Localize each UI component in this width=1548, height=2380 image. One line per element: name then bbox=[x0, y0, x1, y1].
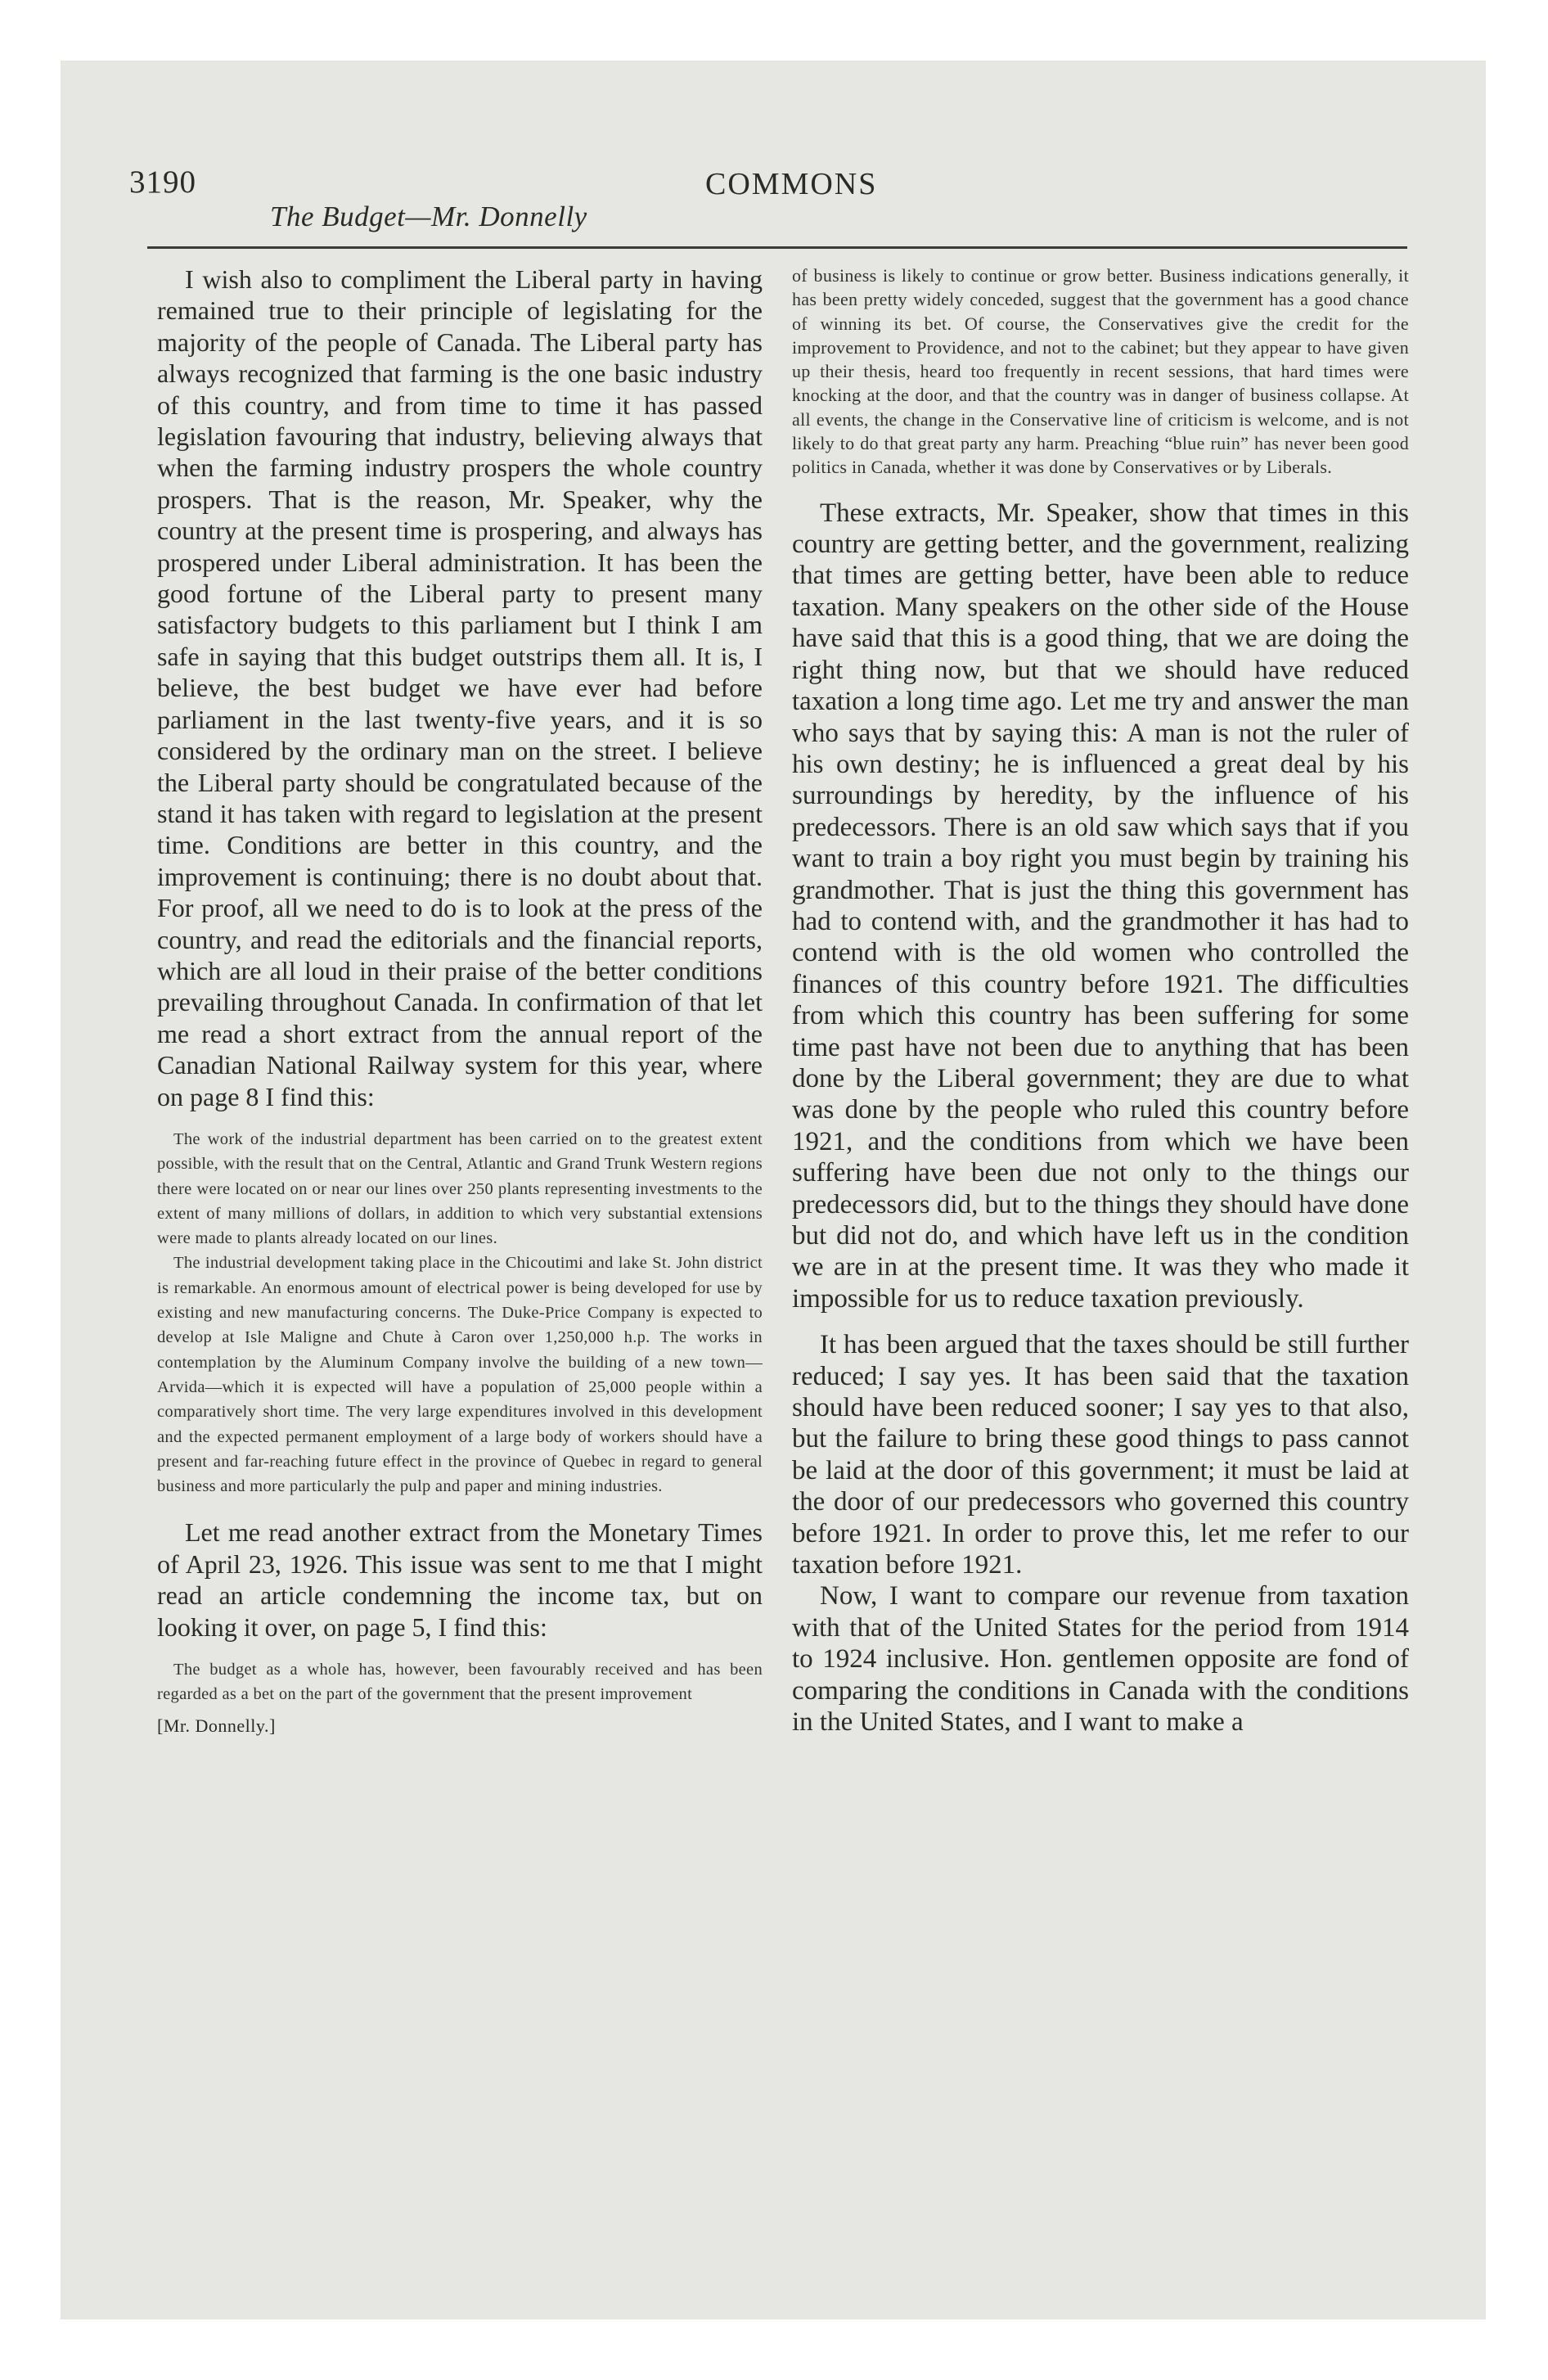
paragraph: These extracts, Mr. Speaker, show that times in this country are getting better, and the government, realizing that times are getting better, have been able to reduce taxation. Many speakers on the other side of the House have said that this is a good thing, that we are doing the right thing now, but that we should have reduced taxation a long time ago. Let me try and answer the man who says that by saying this: A man is not the ruler of his own destiny; he is influenced a great deal by his surroundings by heredity, by the influence of his predecessors. There is an old saw which says that if you want to train a boy right you must begin by training his grandmother. That is just the thing this government has had to contend with, and the grandmother it has had to contend with is the old women who controlled the finances of this country before 1921. The difficulties from which this country has been suffering for some time past have not been due to anything that has been done by the Liberal government; they are due to what was done by the people who ruled this country before 1921, and the conditions from which we have been suffering have been due not only to the things our predecessors did, but to the things they should have done but did not do, and which have left us in the condition we are in at the present time. It was they who made it impossible for us to reduce taxation previously. bbox=[792, 498, 1409, 1314]
paragraph: It has been argued that the taxes should be still further reduced; I say yes. It has been said that the taxation should have been reduced sooner; I say yes to that also, but the failure to bring these good things to pass cannot be laid at the door of this government; it must be laid at the door of our predecessors who governed this country before 1921. In order to prove this, let me refer to our taxation before 1921. bbox=[792, 1330, 1409, 1580]
quoted-extract: of business is likely to continue or grow better. Business indications generally, it has been pretty widely conceded, suggest that the government has a good chance of winning its bet. Of course, the Conservatives give the credit for the improvement to Providence, and not to the cabinet; but they appear to have given up their thesis, heard too frequently in recent sessions, that hard times were knocking at the door, and that the country was in danger of business collapse. At all events, the change in the Conservative line of criticism is welcome, and is not likely to do that great party any harm. Preaching “blue ruin” has never been good politics in Canada, whether it was done by Conservatives or by Liberals. bbox=[792, 265, 1409, 478]
quoted-extract: The work of the industrial department has been carried on to the greatest extent possible, with the result that on the Central, Atlantic and Grand Trunk Western regions there were located on or near our lines over 250 plants representing investments to the extent of many millions of dollars, in addition to which very substantial extensions were made to plants already located on our lines. bbox=[157, 1129, 763, 1248]
speaker-footnote: [Mr. Donnelly.] bbox=[157, 1715, 276, 1736]
quoted-extract: The industrial development taking place in the Chicoutimi and lake St. John district is remarkable. An enormous amount of electrical power is being developed for use by existing and new manufacturing concerns. The Duke-Price Company is expected to develop at Isle Maligne and Chute à Caron over 1,250,000 h.p. The works in contemplation by the Aluminum Company involve the building of a new town—Arvida—which it is expected will have a population of 25,000 people within a comparatively short time. The very large expenditures involved in this development and the expected permanent employment of a large body of workers should have a present and far-reaching future effect in the province of Quebec in regard to general business and more particularly the pulp and paper and mining industries. bbox=[157, 1254, 763, 1496]
running-title: The Budget—Mr. Donnelly bbox=[270, 201, 587, 232]
paragraph: Now, I want to compare our revenue from taxation with that of the United States for the period from 1914 to 1924 inclusive. Hon. gentlemen opposite are fond of comparing the conditions in Canada with the conditions in the United States, and I want to make a bbox=[792, 1581, 1409, 1738]
right-column bbox=[792, 264, 1409, 1738]
section-header: COMMONS bbox=[705, 167, 878, 201]
page-number: 3190 bbox=[129, 165, 196, 200]
quoted-extract: The budget as a whole has, however, been favourably received and has been regarded as a bet on the part of the government that the present improvement bbox=[157, 1661, 763, 1704]
paragraph: Let me read another extract from the Monetary Times of April 23, 1926. This issue was sent to me that I might read an article condemning the income tax, but on looking it over, on page 5, I find this: bbox=[157, 1517, 763, 1642]
header-rule bbox=[147, 246, 1407, 249]
left-column bbox=[157, 264, 763, 1737]
paragraph: I wish also to compliment the Liberal party in having remained true to their principle of legislating for the majority of the people of Canada. The Liberal party has always recognized that farming is the one basic industry of this country, and from time to time it has passed legislation favouring that industry, believing always that when the farming industry prospers the whole country prospers. That is the reason, Mr. Speaker, why the country at the present time is prospering, and always has prospered under Liberal administration. It has been the good fortune of the Liberal party to present many satisfactory budgets to this parliament but I think I am safe in saying that this budget outstrips them all. It is, I believe, the best budget we have ever had before parliament in the last twenty-five years, and it is so considered by the ordinary man on the street. I believe the Liberal party should be congratulated because of the stand it has taken with regard to legislation at the present time. Conditions are better in this country, and the improvement is continuing; there is no doubt about that. For proof, all we need to do is to look at the press of the country, and read the editorials and the financial reports, which are all loud in their praise of the better conditions prevailing throughout Canada. In confirmation of that let me read a short extract from the annual report of the Canadian National Railway system for this year, where on page 8 I find this: bbox=[157, 264, 763, 1111]
